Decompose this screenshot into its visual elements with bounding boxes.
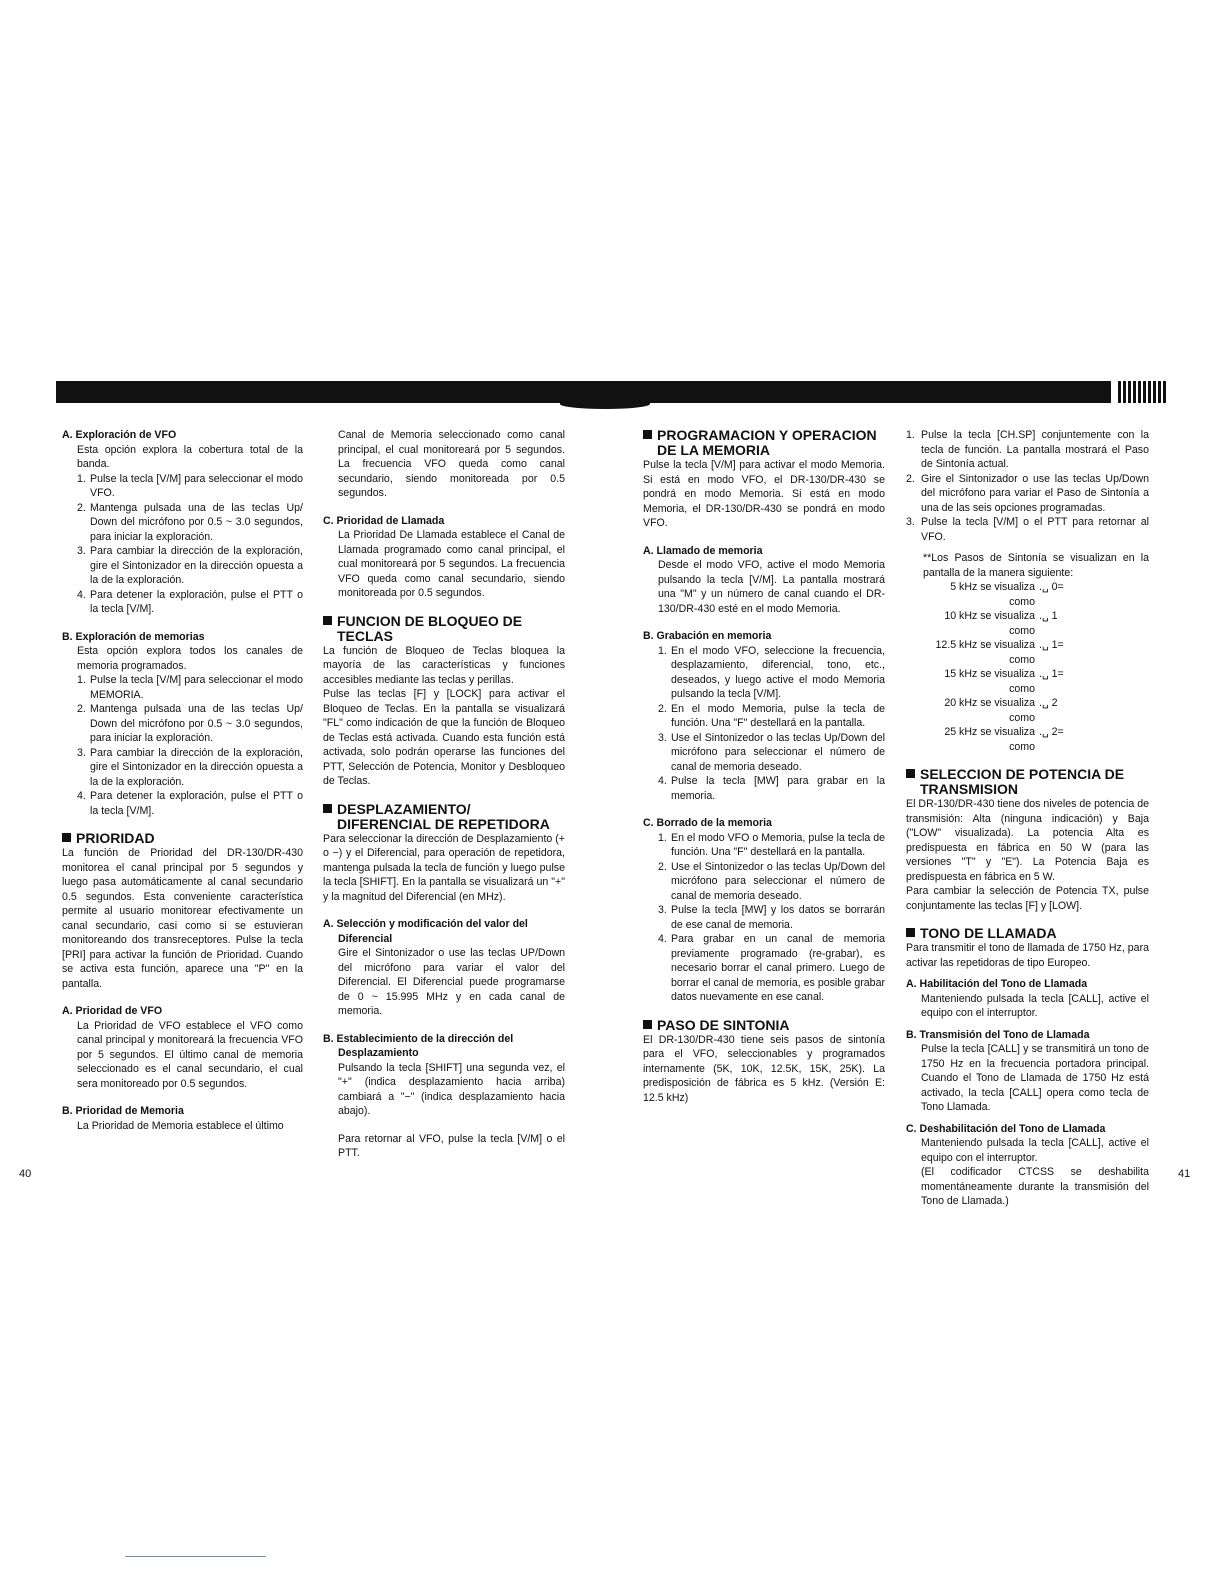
note-pasos: **Los Pasos de Sintonía se visualizan en la pantalla de la manera siguiente:: [923, 552, 1149, 579]
heading-deshabilitacion-tono: C. Deshabilitación del Tono de Llamada: [906, 1122, 1106, 1135]
text-seleccion-diferencial: Gire el Sintonizador o use las teclas UP/Down del micrófono para variar el valor del Diferencial. El Diferencial puede programarse de 0 ~ 15.995 MHz y en cada canal de memoria.: [338, 947, 565, 1017]
heading-llamado-memoria: A. Llamado de memoria: [643, 544, 763, 557]
heading-exploracion-memorias: B. Exploración de memorias: [62, 630, 205, 643]
text-habilitacion-tono: Manteniendo pulsada la tecla [CALL], active el equipo con el interruptor.: [921, 992, 1149, 1019]
text-bloqueo-2: Pulse las teclas [F] y [LOCK] para activar el Bloqueo de Teclas. En la pantalla se visualizará "FL" como indicación de que la función de Bloqueo de Teclas está activada. Cuando esta función está activada, solo podrán operarse las funciones del PTT, Selección de Potencia, Monitor y Desbloqueo de Teclas.: [323, 688, 565, 787]
text-desplazamiento: Para seleccionar la dirección de Desplazamiento (+ o −) y el Diferencial, para operación de repetidora, mantenga pulsada la tecla de función y luego pulse la tecla [SHIFT]. En la pantalla se visualizará un "+" y la magnitud del Diferencial (en MHz).: [323, 832, 565, 903]
text-prioridad: La función de Prioridad del DR-130/DR-430 monitorea el canal principal por 5 segundos y luego pasa automáticamente al canal secundario 0.5 segundos. Esta conveniente característica permite al usuario monitorear efectivamente un canal secundario, casi como si se estuvieran monitoreando dos transreceptores. Pulse la tecla [PRI] para activar la función de Prioridad. Cuando se activa esta función, aparece una "P" en la pantalla.: [62, 847, 303, 990]
text-potencia-2: Para cambiar la selección de Potencia TX, pulse conjuntamente las teclas [F] y [LOW].: [906, 885, 1149, 912]
heading-bloqueo-teclas: FUNCION DE BLOQUEO DE TECLAS: [323, 614, 565, 644]
heading-borrado-memoria: C. Borrado de la memoria: [643, 817, 772, 829]
table-row: 5 kHz se visualiza como .␣ 0=: [950, 581, 1064, 608]
column-3: [643, 428, 885, 1105]
text-llamado-memoria: Desde el modo VFO, active el modo Memoria pulsando la tecla [V/M]. La pantalla mostrará una "M" y un número de canal cuando el DR-130/DR-430 esté en el modo Memoria.: [658, 559, 885, 615]
heading-exploracion-vfo: A. Exploración de VFO: [62, 429, 177, 441]
heading-desplazamiento: DESPLAZAMIENTO/ DIFERENCIAL DE REPETIDORA: [323, 802, 565, 832]
text-exploracion-memorias: Esta opción explora todos los canales de memoria programados.: [77, 645, 303, 672]
table-row: 10 kHz se visualiza como .␣ 1: [944, 610, 1058, 637]
list-item: 1. En el modo VFO o Memoria, pulse la tecla de función. Una "F" destellará en la pantalla.: [658, 831, 885, 858]
table-row: 15 kHz se visualiza como .␣ 1=: [944, 668, 1064, 695]
text-prioridad-memoria-cont: Canal de Memoria seleccionado como canal principal, el cual monitoreará por 5 segundos. La frecuencia VFO queda como canal secundario, siendo monitoreada por 0.5 segundos.: [338, 429, 565, 499]
heading-potencia-transmision: SELECCION DE POTENCIA DE TRANSMISION: [906, 767, 1149, 797]
heading-transmision-tono: B. Transmisión del Tono de Llamada: [906, 1028, 1090, 1041]
heading-grabacion-memoria: B. Grabación en memoria: [643, 630, 772, 642]
table-row: 20 kHz se visualiza como .␣ 2: [944, 697, 1058, 724]
bullet-square-icon: [323, 616, 332, 625]
bullet-square-icon: [906, 928, 915, 937]
heading-prioridad-memoria: B. Prioridad de Memoria: [62, 1105, 184, 1117]
list-item: 4. Para detener la exploración, pulse el PTT o la tecla [V/M].: [77, 790, 303, 817]
table-row: 25 kHz se visualiza como .␣ 2=: [944, 726, 1064, 753]
bullet-square-icon: [323, 804, 332, 813]
heading-paso-sintonia: PASO DE SINTONIA: [643, 1018, 885, 1033]
list-item: 1. Pulse la tecla [V/M] para seleccionar el modo VFO.: [77, 472, 303, 499]
heading-prioridad: PRIORIDAD: [62, 831, 303, 846]
steps-table: [923, 580, 1149, 754]
text-direccion-desplazamiento: Pulsando la tecla [SHIFT] una segunda vez, el "+" (indica desplazamiento hacia arriba) cambiará a "−" (indica desplazamiento hacia abajo).: [338, 1061, 565, 1117]
list-item: 1. En el modo VFO, seleccione la frecuencia, desplazamiento, diferencial, tono, etc., deseados, y luego active el modo Memoria pulsando la tecla [V/M].: [658, 644, 885, 700]
text-programacion: Pulse la tecla [V/M] para activar el modo Memoria. Si está en modo VFO, el DR-130/DR-430 se pondrá en modo Memoria. Si está en modo Memoria, el DR-130/DR-430 se pondrá en modo VFO.: [643, 459, 885, 529]
heading-seleccion-diferencial: A. Selección y modificación del valor del Diferencial: [323, 918, 528, 945]
list-item: 1. Pulse la tecla [V/M] para seleccionar el modo MEMORIA.: [77, 674, 303, 701]
column-1: [62, 428, 303, 1133]
heading-prioridad-vfo: A. Prioridad de VFO: [62, 1005, 163, 1017]
text-paso-sintonia: El DR-130/DR-430 tiene seis pasos de sintonía para el VFO, seleccionables y programados internamente (5K, 10K, 12.5K, 15K, 25K). La predisposición de fábrica es 5 kHz. (Versión E: 12.5 kHz): [643, 1033, 885, 1104]
list-item: 3. Para cambiar la dirección de la exploración, gire el Sintonizador en la dirección opuesta a la de la exploración.: [77, 545, 303, 586]
list-item: 4. Para grabar en un canal de memoria previamente programado (re-grabar), es necesario borrar el canal primero. Luego de borrar el canal de memoria, es posible grabar datos nuevamente en ese canal.: [658, 933, 885, 1003]
column-4: [906, 428, 1149, 1209]
header-bar-right: [606, 381, 1111, 403]
bullet-square-icon: [906, 769, 915, 778]
header-bar-left: [56, 381, 616, 403]
text-potencia-1: El DR-130/DR-430 tiene dos niveles de potencia de transmisión: Alta (ninguna indicación) y Baja ("LOW" visualizada). La potencia Alta es predispuesta en fábrica en 50 W (para las versiones "T" y "E"). La Potencia Baja es predispuesta en fábrica en 5 W.: [906, 798, 1149, 883]
text-prioridad-vfo: La Prioridad de VFO establece el VFO como canal principal y monitoreará la frecuencia VFO por 5 segundos. El último canal de memoria seleccionado es el canal secundario, el cual sera monitoreado por 0.5 segundos.: [77, 1019, 303, 1090]
page-number-right: 41: [1178, 1168, 1191, 1180]
text-ctcss-note: (El codificador CTCSS se deshabilita momentáneamente durante la transmisión del Tono de Llamada.): [921, 1166, 1149, 1207]
page-number-left: 40: [19, 1168, 32, 1180]
bullet-square-icon: [643, 1020, 652, 1029]
list-item: 3. Pulse la tecla [MW] y los datos se borrarán de ese canal de memoria.: [658, 904, 885, 931]
list-item: 1. Pulse la tecla [CH.SP] conjuntemente con la tecla de función. La pantalla mostrará el Paso de Sintonía actual.: [906, 429, 1149, 470]
text-retornar-vfo: Para retornar al VFO, pulse la tecla [V/M] o el PTT.: [338, 1132, 565, 1159]
text-exploracion-vfo: Esta opción explora la cobertura total de la banda.: [77, 443, 303, 470]
header-bar-notch: [560, 399, 650, 409]
list-item: 3. Pulse la tecla [V/M] o el PTT para retornar al VFO.: [906, 516, 1149, 543]
list-item: 3. Use el Sintonizedor o las teclas Up/Down del micrófono para seleccionar el número de canal de memoria deseado.: [658, 731, 885, 773]
column-2: [323, 428, 565, 1161]
heading-programacion-memoria: PROGRAMACION Y OPERACION DE LA MEMORIA: [643, 428, 885, 458]
text-prioridad-memoria: La Prioridad de Memoria establece el último: [77, 1119, 284, 1132]
list-item: 2. En el modo Memoria, pulse la tecla de función. Una "F" destellará en la pantalla.: [658, 702, 885, 729]
list-item: 4. Para detener la exploración, pulse el PTT o la tecla [V/M].: [77, 588, 303, 615]
list-item: 4. Pulse la tecla [MW] para grabar en la memoria.: [658, 775, 885, 802]
list-item: 2. Mantenga pulsada una de las teclas Up/ Down del micrófono por 0.5 ~ 3.0 segundos, para iniciar la exploración.: [77, 501, 303, 543]
heading-direccion-desplazamiento: B. Establecimiento de la dirección del Desplazamiento: [323, 1032, 514, 1059]
bullet-square-icon: [643, 430, 652, 439]
bullet-square-icon: [62, 833, 71, 842]
text-bloqueo-1: La función de Bloqueo de Teclas bloquea la mayoría de las características y funciones accesibles mediante las teclas y perillas.: [323, 644, 565, 686]
list-item: 2. Use el Sintonizedor o las teclas Up/Down del micrófono para seleccionar el número de canal de memoria deseado.: [658, 860, 885, 902]
table-row: 12.5 kHz se visualiza como .␣ 1=: [935, 639, 1064, 666]
heading-prioridad-llamada: C. Prioridad de Llamada: [323, 514, 445, 527]
list-item: 2. Gire el Sintonizador o use las teclas Up/Down del micrófono para variar el Paso de Sintonía a una de las seis opciones programadas.: [906, 472, 1149, 514]
header-stripes: [1118, 381, 1168, 403]
list-item: 3. Para cambiar la dirección de la exploración, gire el Sintonizador en la dirección opuesta a la de la exploración.: [77, 746, 303, 788]
text-transmision-tono: Pulse la tecla [CALL] y se transmitirá un tono de 1750 Hz en la frecuencia portadora principal. Cuando el Tono de Llamada de 1750 Hz está activado, la tecla [CALL] opera como tecla de Tono Llamada.: [921, 1043, 1149, 1113]
list-item: 2. Mantenga pulsada una de las teclas Up/ Down del micrófono por 0.5 ~ 3.0 segundos, para iniciar la exploración.: [77, 703, 303, 744]
heading-habilitacion-tono: A. Habilitación del Tono de Llamada: [906, 978, 1088, 990]
heading-tono-llamada: TONO DE LLAMADA: [906, 926, 1149, 941]
text-prioridad-llamada: La Prioridad De Llamada establece el Canal de Llamada programado como canal principal, el cual monitoreará por 5 segundos. La frecuencia VFO queda como canal secundario, siendo monitoreada por 0.5 segundos.: [338, 529, 565, 599]
text-tono-llamada: Para transmitir el tono de llamada de 1750 Hz, para activar las repetidoras de tipo Europeo.: [906, 942, 1149, 969]
text-deshabilitacion-tono: Manteniendo pulsada la tecla [CALL], active el equipo con el interruptor.: [921, 1137, 1149, 1164]
footer-rule: [125, 1556, 266, 1557]
